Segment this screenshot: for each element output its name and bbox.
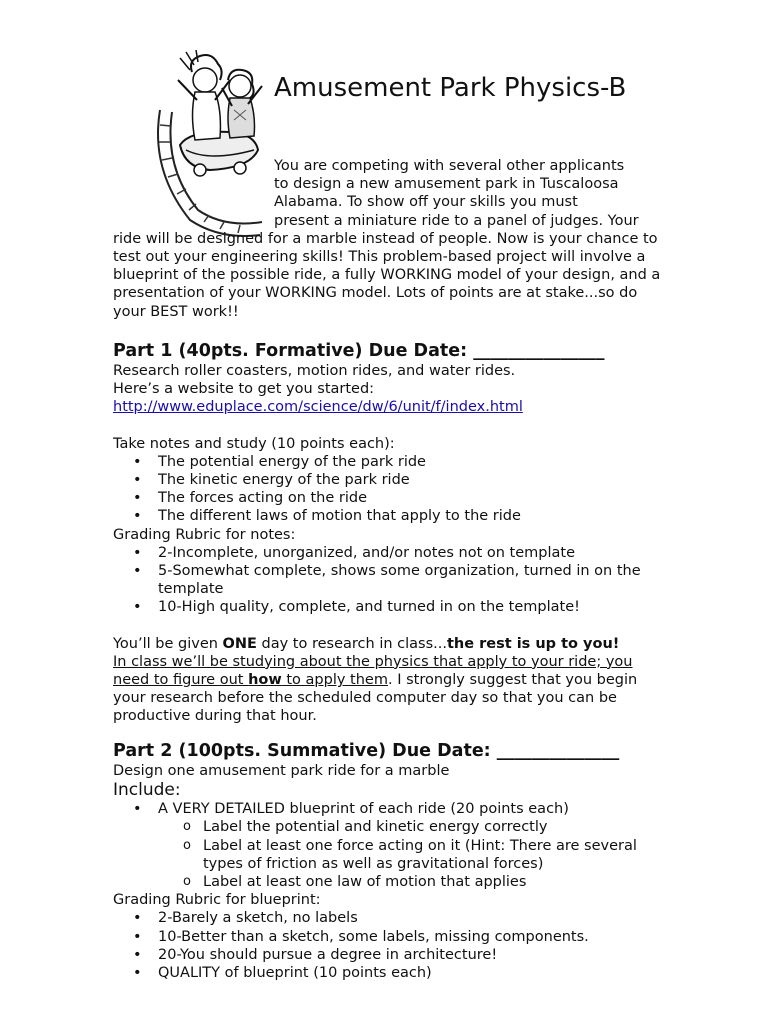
list-item: • The forces acting on the ride [113, 489, 673, 507]
part2-design-line: Design one amusement park ride for a marble [113, 763, 450, 779]
include-label: Include: [113, 780, 181, 801]
part2-section [113, 740, 673, 982]
intro-paragraph [113, 157, 663, 321]
notes-rubric-intro: Grading Rubric for notes: [113, 526, 296, 543]
text-run: You’ll be given [113, 635, 223, 652]
text-run-underline: In class we’ll be studying about the physics that apply to your ride; you need to figure out [113, 653, 633, 689]
intro-rest: ride will be designed for a marble instead of people. Now is your chance to test out your engineering skills! This problem-based project will involve a blueprint of the possible ride, a fully WORKING model of your design, and a presentation of your WORKING model. Lots of points are at stake...so do your BEST work!! [113, 230, 661, 320]
list-item: • 2-Barely a sketch, no labels [113, 909, 673, 927]
text-run-bold: ONE [222, 635, 257, 652]
text-run: day to research in class... [256, 635, 447, 652]
list-item: • 5-Somewhat complete, shows some organization, turned in on the template [113, 562, 673, 598]
list-item: • 10-High quality, complete, and turned in on the template! [113, 598, 673, 616]
text-run-underline: to apply them [281, 672, 388, 689]
eduplace-link[interactable]: http://www.eduplace.com/science/dw/6/unit/f/index.html [113, 399, 523, 416]
list-item: • 10-Better than a sketch, some labels, missing components. [113, 928, 673, 946]
blueprint-sublist [113, 818, 673, 891]
list-item: • 2-Incomplete, unorganized, and/or notes not on template [113, 544, 673, 562]
intro-line: You are competing with several other applicants [274, 158, 625, 174]
text-run-bold-underline: how [248, 672, 282, 689]
list-item: o Label at least one force acting on it (Hint: There are several types of friction as well as gravitational forces) [113, 837, 673, 873]
page-title: Amusement Park Physics-B [274, 73, 627, 103]
list-item: • The kinetic energy of the park ride [113, 471, 673, 489]
research-paragraph [113, 635, 673, 726]
text-run: . I strongly suggest that you begin your research before the scheduled computer day so that you can be productive during that hour. [113, 672, 638, 725]
intro-line: to design a new amusement park in Tuscaloosa [274, 176, 619, 193]
part1-section [113, 340, 673, 726]
intro-line: present a miniature ride to a panel of judges. Your [274, 212, 639, 229]
notes-list [113, 453, 673, 526]
list-item: • The potential energy of the park ride [113, 453, 673, 471]
part1-website-line: Here’s a website to get you started: [113, 381, 375, 398]
text-run-bold: the rest is up to you! [446, 635, 620, 652]
list-item: • 20-You should pursue a degree in architecture! [113, 946, 673, 964]
part1-research-line: Research roller coasters, motion rides, and water rides. [113, 363, 516, 379]
include-list [113, 800, 673, 818]
list-item: • The different laws of motion that apply to the ride [113, 507, 673, 525]
notes-intro: Take notes and study (10 points each): [113, 435, 395, 452]
list-item: o Label at least one law of motion that applies [113, 873, 673, 891]
notes-rubric-list [113, 544, 673, 617]
blueprint-rubric-intro: Grading Rubric for blueprint: [113, 892, 321, 909]
intro-line: Alabama. To show off your skills you must [274, 194, 578, 211]
list-item: • A VERY DETAILED blueprint of each ride (20 points each) [113, 800, 673, 818]
part1-heading: Part 1 (40pts. Formative) Due Date: _______________ [113, 341, 605, 361]
list-item: o Label the potential and kinetic energy correctly [113, 818, 673, 836]
list-item: • QUALITY of blueprint (10 points each) [113, 964, 673, 982]
blueprint-rubric-list [113, 909, 673, 982]
part2-heading: Part 2 (100pts. Summative) Due Date: ______________ [113, 741, 620, 761]
